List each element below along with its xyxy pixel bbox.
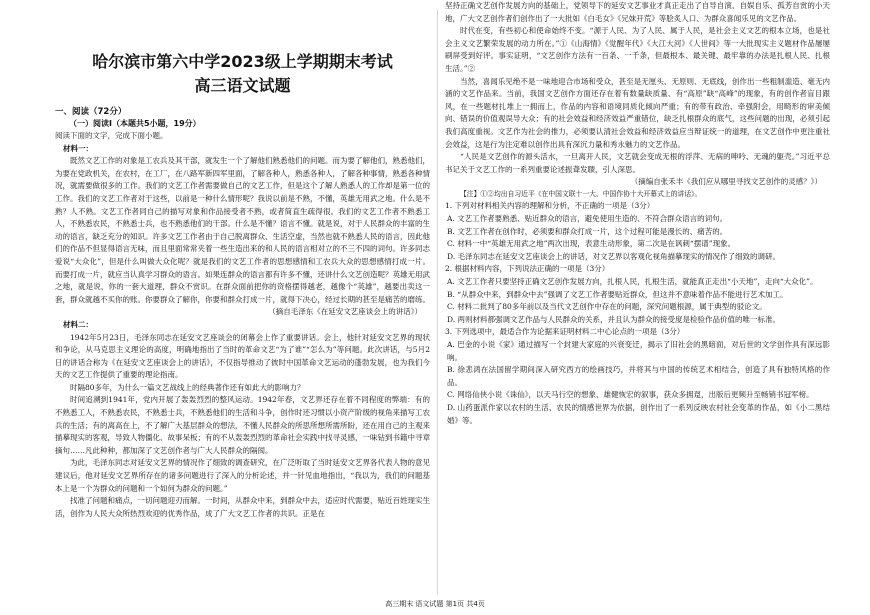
material2-paragraph: 时隔80多年，为什么一篇文艺战线上的经典著作还有如此大的影响力？: [70, 382, 305, 392]
material2-paragraph: 1942年5月23日，毛泽东同志在延安文艺座谈会的闭幕会上作了重要讲话。会上，他针对延安文艺界的现状和争论，从马克思主义理论的高度，明确地指出了当时的革命文艺“为了谁”“怎么为”等问题。此次讲话，与5月2日的讲话合称为《在延安文艺座谈会上的讲话》，不仅指导推动了彼时中国革命文艺运动的蓬勃发展，也为我们今天的文艺工作提供了重要的理论指南。: [55, 332, 430, 380]
question-option: A. 文艺工作者要熟悉、贴近群众的语言，避免使用生造的、不符合群众语言的词句。: [447, 214, 728, 223]
material2-note: 【注】①②均出自习近平《在中国文联十一大、中国作协十大开幕式上的讲话》。: [460, 189, 702, 198]
right-column: [445, 0, 830, 600]
material2-paragraph: 当然，喜闻乐见绝不是一味地迎合市场和受众，甚至是无厘头、无原则、无底线，创作出一些粗制滥造、毫无内涵的文艺作品来。当前，我国文艺创作方面还存在着有数量缺质量、有“高原”缺“高峰”的现象，有的创作者盲目跟风，在一些题材扎堆上一拥而上，作品的内容和语境同质化倾向严重；有的带有政治、牵强附会，用畸形的审美倾向、错误的价值观误导大众；有的社会效益和经济效益严重错位，缺乏扎根群众的底气，这些问题的出现，必须引起我们高度重视。文艺作为社会的推力，必须要认清社会效益和经济效益应当辩证统一的道理，在文艺创作中更注重社会效益，这是行为注定难以创作出具有深沉力量和秀永魅力的文艺作品。: [445, 76, 830, 149]
material2-paragraph: 为此，毛泽东同志对延安文艺界的情况作了细致的调查研究，在广泛听取了当时延安文艺界各代表人物的意见建议后，他对延安文艺界所存在的诸多问题进行了深入的分析论述，并一针见血地指出，“我以为，我们的问题基本上是一个为群众的问题和一个如何为群众的问题。”: [55, 458, 430, 493]
material2-source: （摘编自张禾丰《我们应从哪里寻找文艺创作的灵感？》）: [630, 177, 822, 187]
question-stem: 2. 根据材料内容，下列说法正确的一项是（3分）: [445, 264, 610, 274]
question-option: B. 文艺工作者在创作时，必须要和群众打成一片，这个过程可能是漫长的、痛苦的。: [447, 226, 728, 236]
material1-label: 材料一：: [63, 143, 93, 153]
question-option: A. 文艺工作者只要坚持正确文艺创作发展方向，扎根人民，扎根生活，就能真正走出“小天地”，走向“大众化”。: [447, 276, 818, 286]
left-column: [55, 0, 430, 600]
exam-title: 哈尔滨市第六中学2023级上学期期末考试: [92, 52, 393, 71]
subsection-heading: （一）阅读Ⅰ（本题共5小题，19分）: [69, 119, 201, 128]
section-heading: 一、阅读（72分）: [55, 107, 127, 117]
material2-paragraph: “人民是文艺创作的源头活水，一旦离开人民，文艺就会变成无根的浮萍、无病的呻吟、无魂的躯壳。”习近平总书记关于文艺工作的一系列重要论述振聋发聩，引人深思。: [445, 152, 830, 174]
material1-paragraph: 既然文艺工作的对象是工农兵及其干部，就发生一个了解他们熟悉他们的问题。而为要了解他们，熟悉他们，为要在党政机关，在农村，在工厂，在八路军新四军里面，了解各种人，熟悉各种人，了解各种事情，熟悉各种情况，就需要做很多的工作。我们的文艺工作者需要做自己的文艺工作，但是这个了解人熟悉人的工作却是第一位的工作。我们的文艺工作者对于这些，以前是一种什么情形呢？我说以前是不熟，不懂，英雄无用武之地。什么是不熟？人不熟。文艺工作者同自己的描写对象和作品接受者不熟，或者简直生疏得很。我们的文艺工作者不熟悉工人，不熟悉农民，不熟悉士兵，也不熟悉他们的干部。什么是不懂？语言不懂。就是说，对于人民群众的丰富的生动的语言，缺乏充分的知识。许多文艺工作者由于自己脱离群众、生活空虚，当然也就不熟悉人民的语言，因此他们的作品不但显得语言无味，而且里面常常夹着一些生造出来的和人民的语言相对立的不三不四的词句。许多同志爱说“大众化”，但是什么叫做大众化呢？就是我们的文艺工作者的思想感情和工农兵大众的思想感情打成一片。而要打成一片，就应当认真学习群众的语言。如果连群众的语言都有许多不懂，还讲什么文艺创造呢？英雄无用武之地，就是说，你的一套大道理，群众不赏识。在群众面前把你的资格摆得越老，越像个“英雄”，越要出卖这一套，群众就越不买你的账。你要群众了解你，你要和群众打成一片，就得下决心，经过长期的甚至是痛苦的磨练。: [55, 156, 430, 304]
column-divider: [437, 10, 438, 595]
material1-source: （摘自毛泽东《在延安文艺座谈会上的讲话》）: [268, 307, 422, 317]
question-option: A. 巴金的小说《家》通过描写一个封建大家庭的兴衰变迁，揭示了旧社会的黑暗面，对后世的文学创作具有深远影响。: [447, 339, 830, 362]
question-option: B. “从群众中来，到群众中去”强调了文艺工作者要贴近群众，但这并不意味着作品不能进行艺术加工。: [447, 289, 788, 299]
material2-paragraph: 时代在变，有些初心和使命始终不变。“源于人民、为了人民、属于人民，是社会主义文艺的根本立场，也是社会主义文艺繁荣发展的动力所在。”①《山海情》《觉醒年代》《大江大河》《人世间》等一大批现实主义题材作品屡屡刷屏受到好评。事实证明，“文艺创作方法有一百条、一千条，但最根本、最关键、最牢靠的办法是扎根人民、扎根生活。”②: [445, 26, 830, 73]
question-option: B. 徐悲鸿在法国留学期间深入研究西方的绘画技巧，并将其与中国的传统艺术相结合，创造了具有独特风格的作品。: [447, 365, 830, 387]
question-option: C. 网络仙侠小说《诛仙》，以天马行空的想象、雄健恢宏的叙事，获众多拥趸，出版后更频升至畅销书冠军榜。: [447, 390, 814, 400]
question-option: D. 山药蛋派作家以农村的生活、农民的情感世界为依据，创作出了一系列反映农村社会变革的作品，如《小二黑结婚》等。: [447, 402, 830, 425]
instruction-text: 阅读下面的文字，完成下面小题。: [55, 131, 168, 140]
material2-label: 材料二：: [63, 319, 93, 329]
material2-paragraph: 时间追溯到1941年，党内开展了轰轰烈烈的整风运动。1942年春，文艺界还存在着不同程度的弊端：有的不熟悉工人，不熟悉农民，不熟悉士兵，不熟悉他们的生活和斗争，创作时还习惯以小资产阶级的视角来描写工农兵的生活；有的离高在上，不了解广大基层群众的想法，不懂人民群众的所思所想所需所盼，还在用自己的主观来描摹现实的客观，导致人物僵化、故事呆板；有的不从轰轰烈烈的革命社会实践中找寻灵感，一味钻到书籍中寻章摘句……凡此种种，都加深了文艺创作者与广大人民群众的隔阂。: [55, 395, 430, 455]
question-option: C. 材料一中“英雄无用武之地”两次出现，表意生动形象，第二次是在讽刺“摆谱”现象。: [447, 239, 736, 249]
exam-subtitle: 高三语文试题: [194, 76, 291, 95]
material2-paragraph: 找准了问题和痛点，一切问题迎刃而解。一时间，从群众中来，到群众中去，适应时代需要，贴近百姓现实生活，创作为人民大众所热烈欢迎的优秀作品，成了广大文艺工作者的共识。正是在: [55, 496, 430, 518]
question-option: D. 毛泽东同志在延安文艺座谈会上的讲话，对文艺界以客观化视角描摹现实的情况作了细致的调研。: [447, 251, 781, 261]
question-option: C. 材料二批判了80多年前以及当代文艺创作中存在的问题，深究问题根源，属于典型的驳论文。: [447, 302, 767, 312]
question-stem: 3. 下列选项中，最适合作为论据来证明材料二中心论点的一项是（3分）: [445, 327, 685, 337]
question-option: D. 两则材料都强调文艺作品与人民群众的关系，并且认为群众的接受度是检验作品价值的唯一标准。: [447, 314, 781, 324]
material2-paragraph: 坚持正确文艺创作发展方向的基础上，党领导下的延安文艺事业才真正走出了自导自演、自娱自乐、孤芳自赏的小天地，广大文艺创作者们创作出了一大批如《白毛女》《兄妹开荒》等脍炙人口、为群众喜闻乐见的文艺作品。: [445, 1, 830, 23]
page-footer: 高三期末 语文试题 第1页 共4页: [385, 600, 485, 608]
question-stem: 1. 下列对材料相关内容的理解和分析，不正确的一项是（3分）: [445, 201, 655, 211]
